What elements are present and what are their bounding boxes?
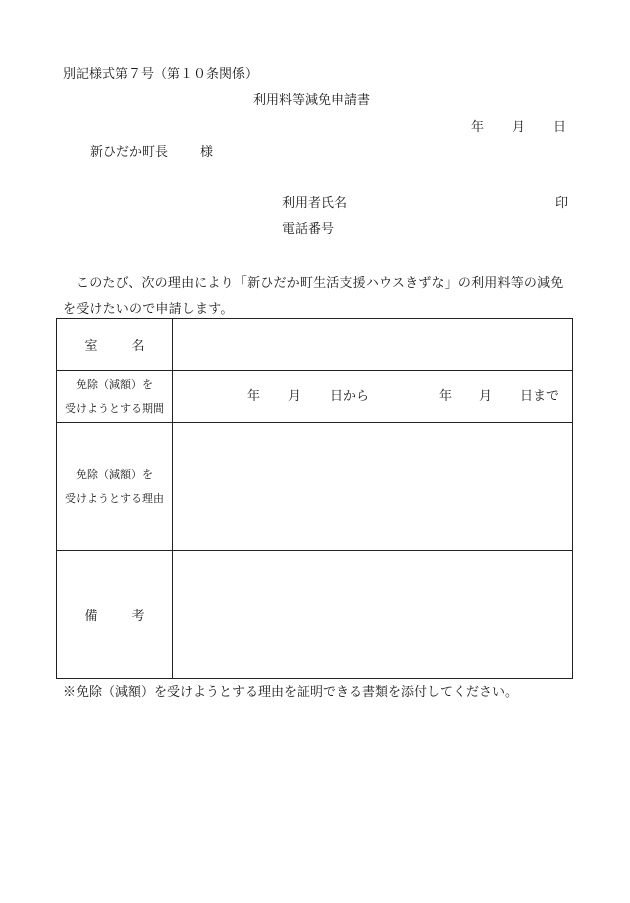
from-day: 日から — [330, 389, 370, 404]
applicant-name-label: 利用者氏名 — [282, 196, 348, 211]
period-label-line2: 受けようとする期間 — [65, 401, 164, 415]
room-value-field[interactable] — [173, 319, 573, 371]
remarks-label-b: 考 — [131, 609, 145, 624]
reason-label-line2: 受けようとする理由 — [65, 491, 164, 505]
reason-label-line1: 免除（減額）を — [76, 467, 153, 481]
addressee-name: 新ひだか町長 — [90, 145, 169, 160]
request-body-text: このたび、次の理由により「新ひだか町生活支援ハウスきずな」の利用料等の減免を受けたいので申請します。 — [63, 276, 564, 317]
remarks-label — [57, 551, 173, 679]
room-label — [57, 319, 173, 371]
period-label-line1: 免除（減額）を — [76, 377, 153, 391]
footnote: ※免除（減額）を受けようとする理由を証明できる書類を添付してください。 — [63, 685, 519, 700]
form-code: 別記様式第７号（第１０条関係） — [63, 67, 259, 82]
row-room — [57, 319, 573, 371]
from-year: 年 — [247, 389, 261, 404]
room-label-a: 室 — [84, 339, 98, 354]
period-label — [57, 371, 173, 423]
date-month: 月 — [512, 120, 526, 135]
application-table — [56, 318, 573, 679]
date-year: 年 — [471, 120, 485, 135]
to-month: 月 — [479, 389, 493, 404]
phone-label: 電話番号 — [282, 222, 335, 237]
document-title: 利用料等減免申請書 — [253, 93, 371, 108]
addressee-honorific: 様 — [200, 145, 214, 160]
reason-label — [57, 423, 173, 551]
row-period — [57, 371, 573, 423]
to-year: 年 — [439, 389, 453, 404]
date-day: 日 — [553, 120, 567, 135]
reason-value-field[interactable] — [173, 423, 573, 551]
from-month: 月 — [288, 389, 302, 404]
to-day: 日まで — [520, 389, 560, 404]
row-remarks — [57, 551, 573, 679]
room-label-b: 名 — [131, 339, 145, 354]
addressee — [90, 146, 213, 159]
remarks-value-field[interactable] — [173, 551, 573, 679]
seal-mark: 印 — [555, 196, 569, 211]
period-value-field[interactable] — [173, 371, 573, 423]
row-reason — [57, 423, 573, 551]
remarks-label-a: 備 — [84, 609, 98, 624]
